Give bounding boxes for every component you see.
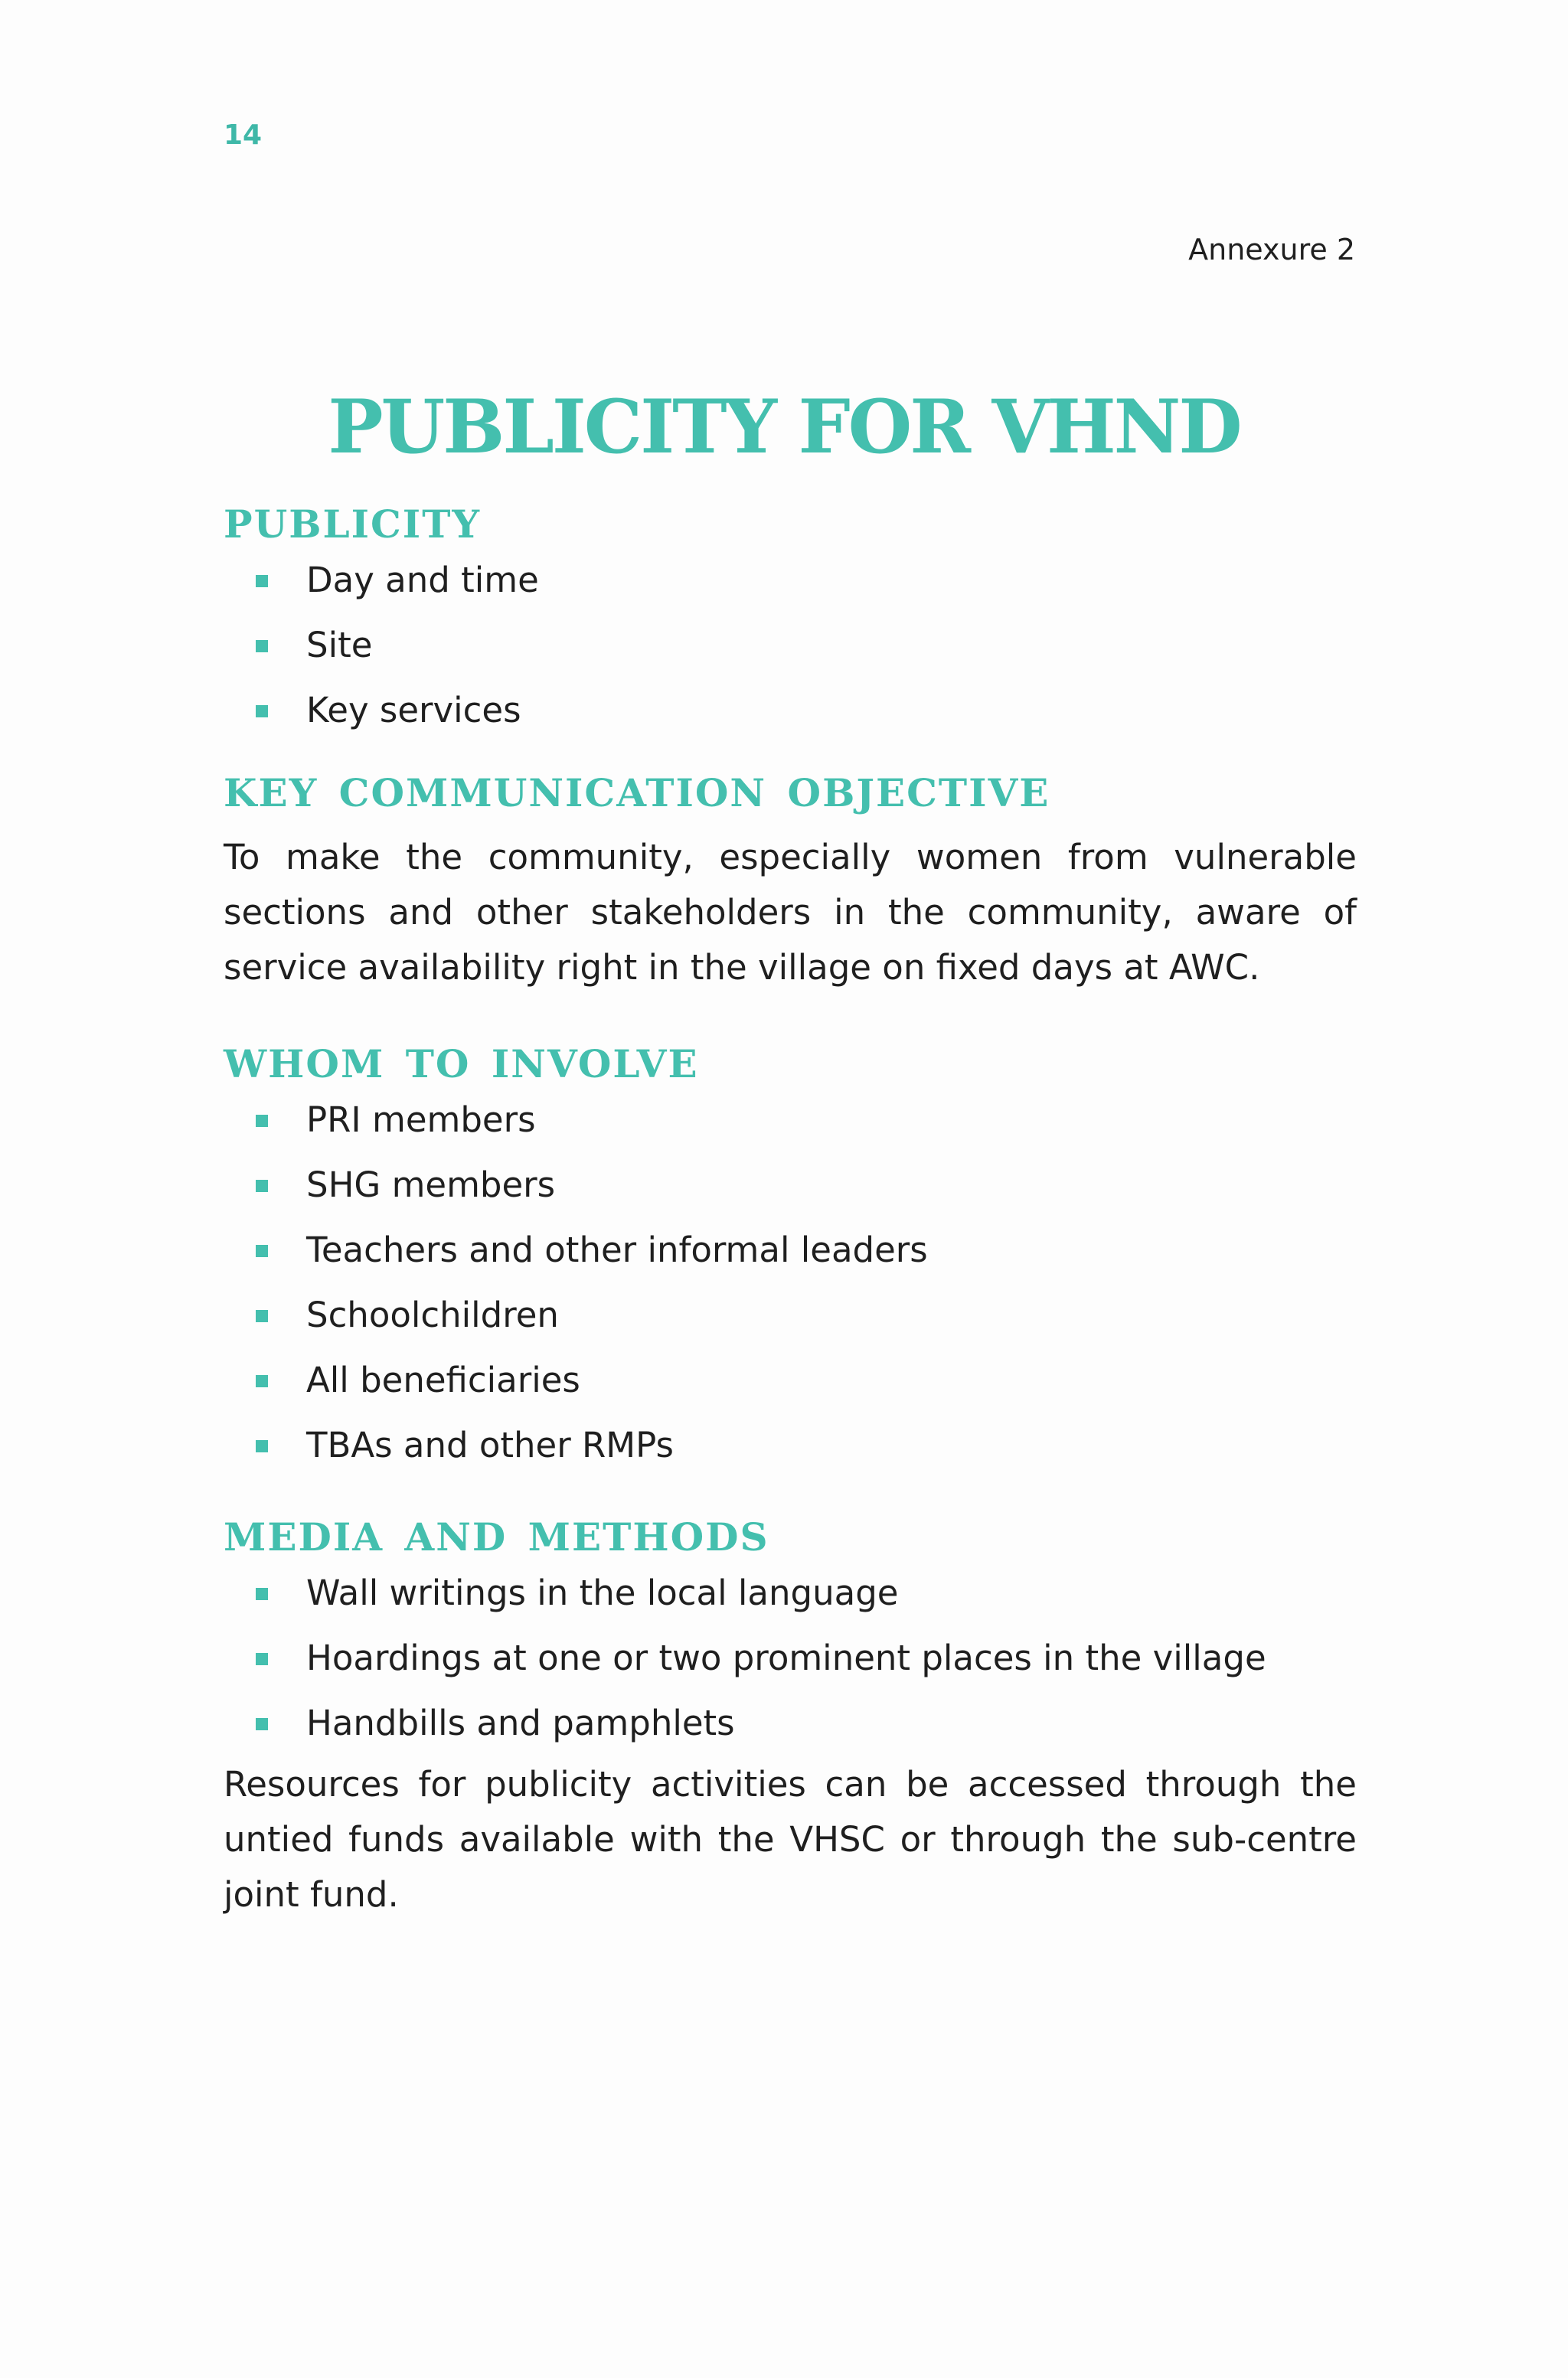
list-item	[224, 1087, 1357, 1152]
list-item	[224, 1152, 1357, 1217]
annexure-label: Annexure 2	[1188, 233, 1355, 266]
square-bullet-icon	[256, 1245, 268, 1257]
section-heading-objective: KEY COMMUNICATION OBJECTIVE	[224, 770, 1050, 815]
list-item	[224, 547, 1357, 612]
square-bullet-icon	[256, 705, 268, 717]
list-item-text: Teachers and other informal leaders	[306, 1230, 928, 1270]
list-item-text: Wall writings in the local language	[306, 1573, 899, 1613]
list-item	[224, 1560, 1357, 1625]
list-item	[224, 1347, 1357, 1413]
square-bullet-icon	[256, 1588, 268, 1600]
publicity-list	[224, 547, 1357, 743]
document-body	[224, 501, 1357, 1922]
square-bullet-icon	[256, 1718, 268, 1730]
list-item-text: SHG members	[306, 1165, 556, 1205]
media-list	[224, 1560, 1357, 1756]
list-item-text: Day and time	[306, 560, 539, 600]
page-title: PUBLICITY FOR VHND	[328, 384, 1240, 471]
list-item	[224, 1413, 1357, 1478]
list-item-text: Handbills and pamphlets	[306, 1703, 735, 1743]
square-bullet-icon	[256, 1375, 268, 1387]
list-item-text: TBAs and other RMPs	[306, 1425, 674, 1465]
list-item	[224, 1690, 1357, 1756]
list-item-text: All beneficiaries	[306, 1360, 580, 1400]
closing-paragraph: Resources for publicity activities can be accessed through the untied funds available with the VHSC or through the sub-centre joint fund.	[224, 1764, 1357, 1915]
list-item-text: Key services	[306, 690, 521, 730]
section-heading-publicity: PUBLICITY	[224, 501, 482, 547]
list-item	[224, 1217, 1357, 1282]
square-bullet-icon	[256, 575, 268, 587]
list-item-text: Site	[306, 625, 373, 665]
square-bullet-icon	[256, 1115, 268, 1127]
square-bullet-icon	[256, 640, 268, 652]
square-bullet-icon	[256, 1653, 268, 1665]
involve-list	[224, 1087, 1357, 1478]
square-bullet-icon	[256, 1440, 268, 1452]
objective-paragraph: To make the community, especially women from vulnerable sections and other stakeholders in the community, aware of service availability right in the village on fixed days at AWC.	[224, 837, 1357, 988]
list-item-text: Schoolchildren	[306, 1295, 559, 1335]
list-item	[224, 612, 1357, 678]
list-item	[224, 1625, 1357, 1690]
page-number: 14	[224, 119, 263, 151]
list-item	[224, 678, 1357, 743]
list-item	[224, 1282, 1357, 1347]
section-heading-involve: WHOM TO INVOLVE	[224, 1041, 699, 1086]
square-bullet-icon	[256, 1310, 268, 1322]
list-item-text: Hoardings at one or two prominent places in the village	[306, 1638, 1266, 1678]
square-bullet-icon	[256, 1180, 268, 1192]
list-item-text: PRI members	[306, 1099, 536, 1140]
section-heading-media: MEDIA AND METHODS	[224, 1514, 769, 1560]
